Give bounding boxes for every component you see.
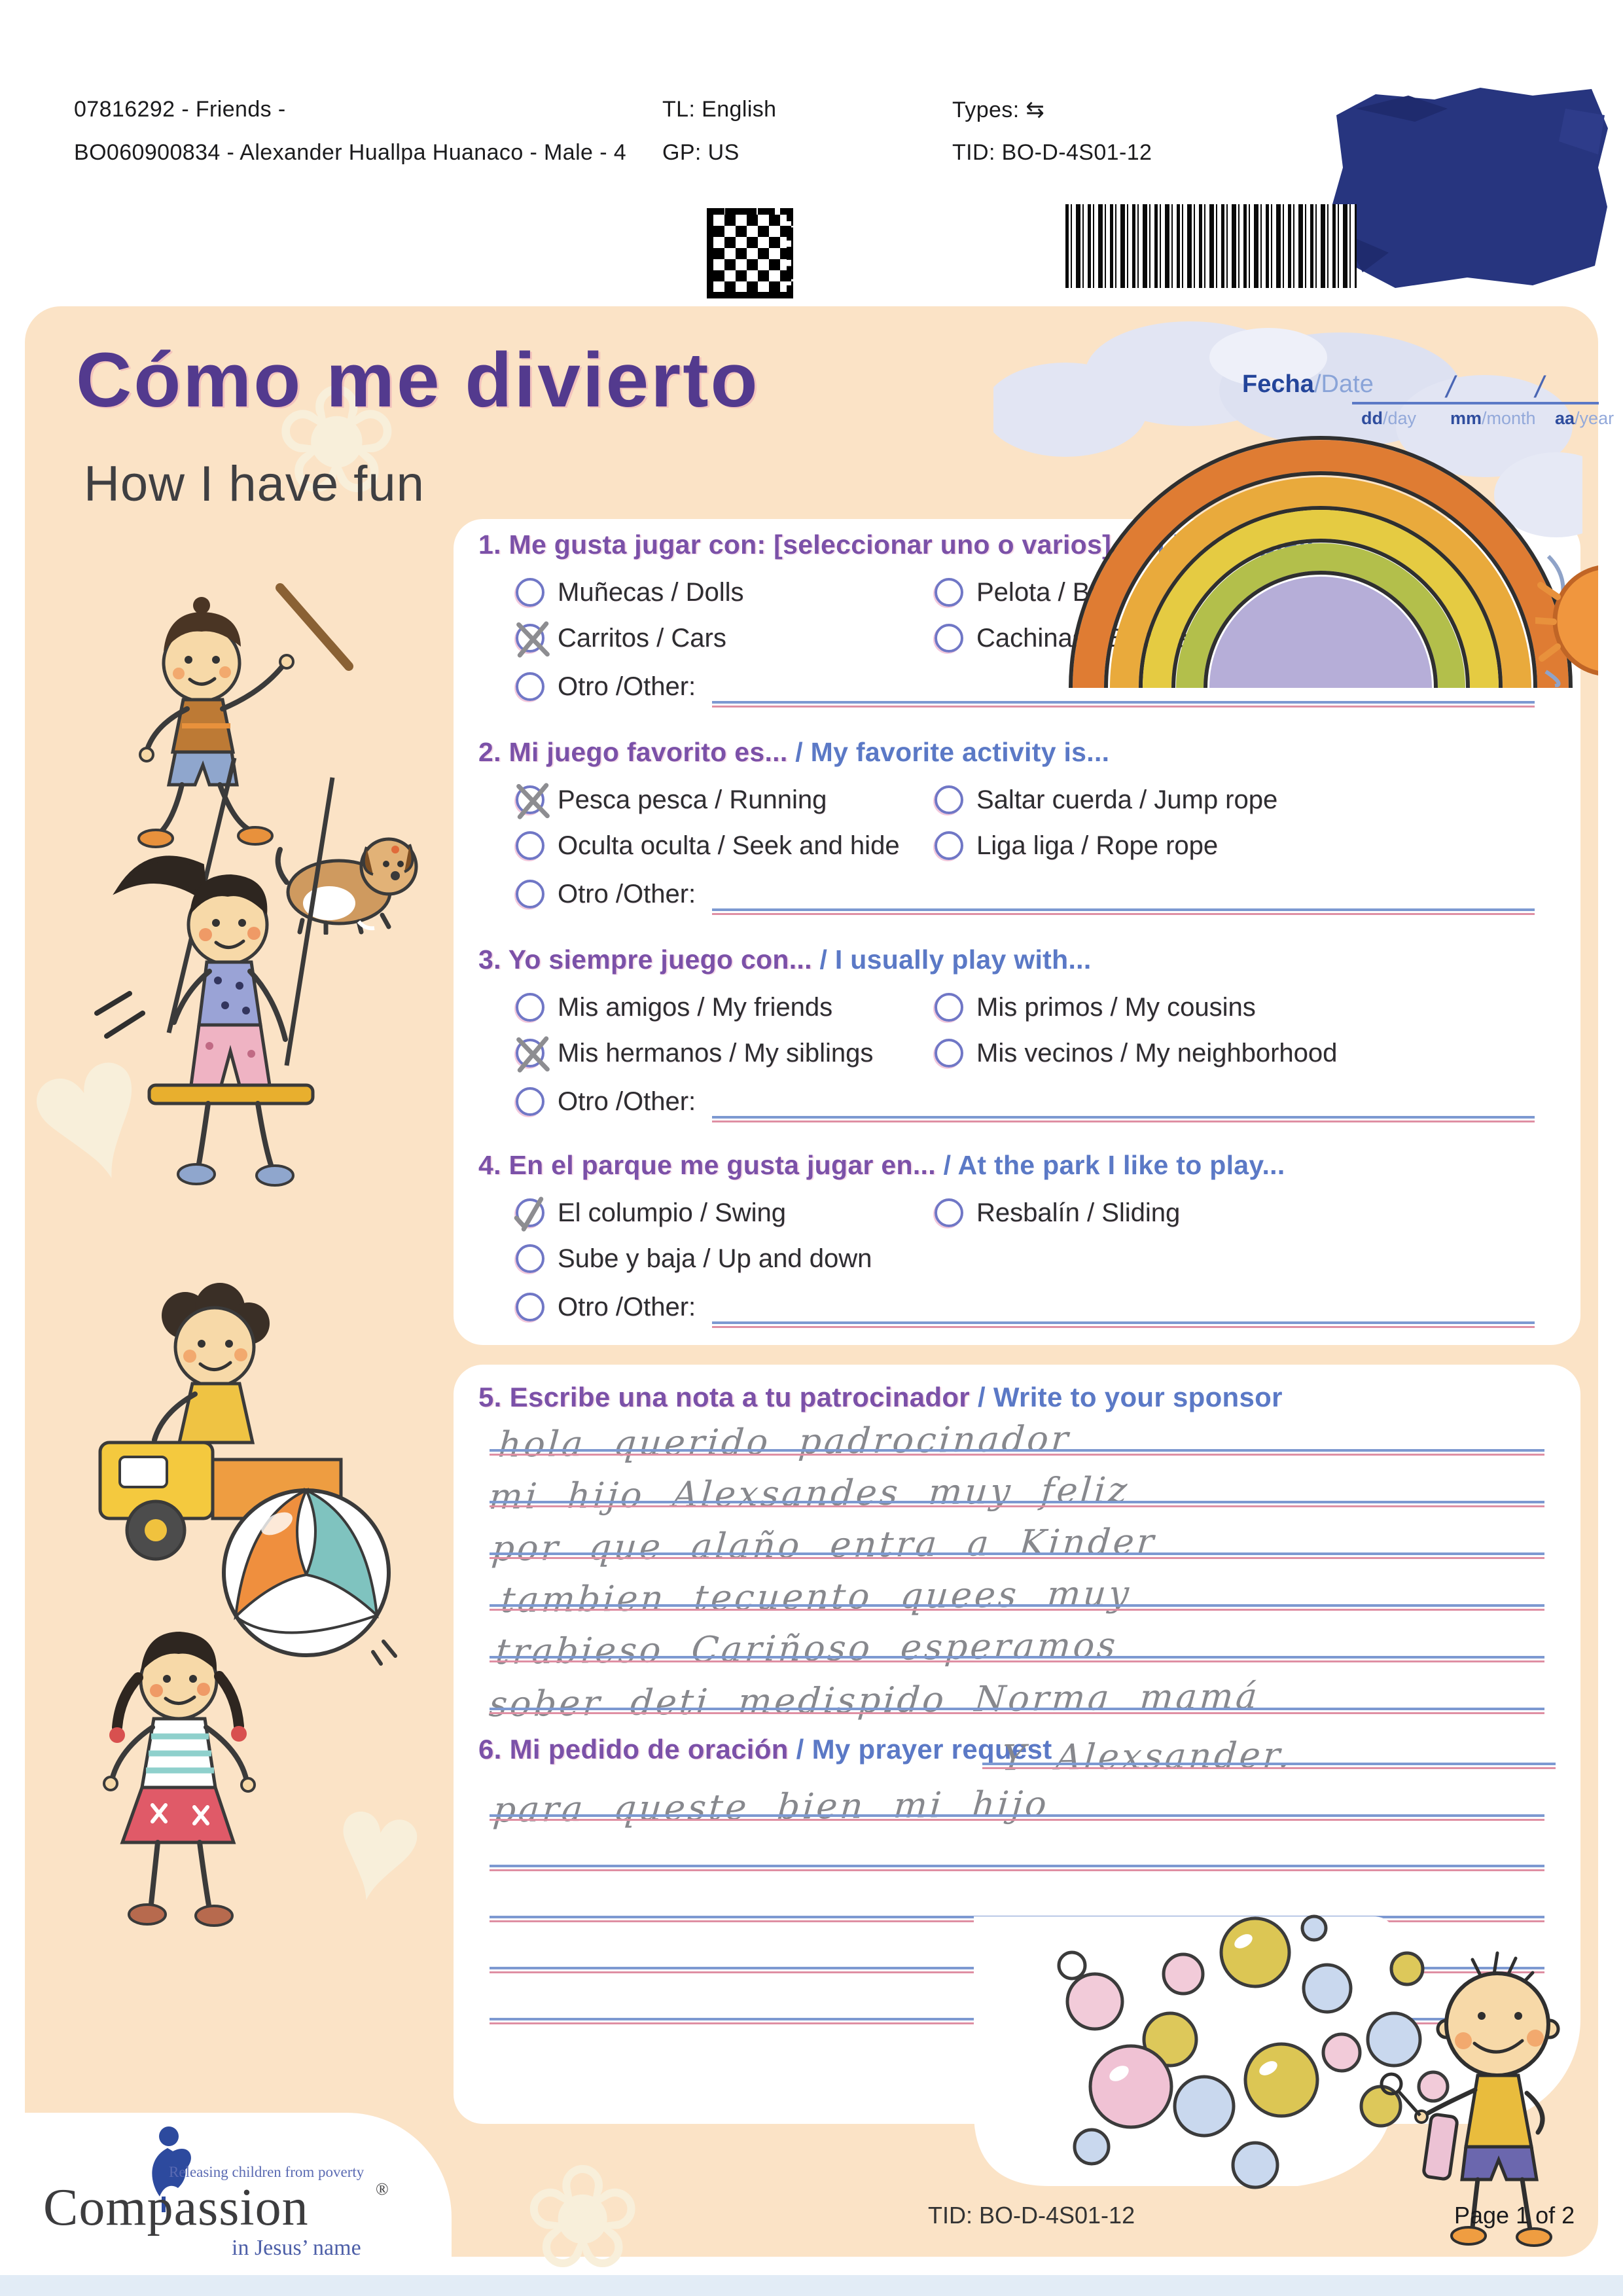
question-number: 4. <box>478 1150 501 1180</box>
sponsor-note-lines <box>488 1404 1544 1725</box>
date-label-spanish: Fecha <box>1242 370 1314 398</box>
child-reference-line1: 07816292 - Friends - <box>74 97 286 122</box>
section-5-title-es: Escribe una nota a tu patrocinador <box>509 1382 970 1412</box>
date-sublabel-day <box>1361 408 1416 429</box>
radio-circle <box>516 1198 544 1227</box>
question-number: 2. <box>478 737 501 767</box>
girl-with-braids-illustration <box>54 1599 296 1965</box>
note-line <box>488 1456 1544 1518</box>
question-number: 5. <box>478 1382 502 1412</box>
handwriting: Y Alexsander. <box>1000 1734 1294 1779</box>
global-partner: GP: US <box>662 140 740 165</box>
option-label: Oculta oculta / Seek and hide <box>558 831 900 860</box>
radio-circle <box>935 1198 963 1227</box>
mm-label: mm <box>1450 408 1482 428</box>
option-label: Otro /Other: <box>558 1087 696 1116</box>
datamatrix-code <box>707 208 793 298</box>
question-text-es: Mi juego favorito es... <box>508 737 788 767</box>
option-label: El columpio / Swing <box>558 1198 787 1227</box>
date-sublabel-year <box>1555 408 1614 429</box>
month-label: /month <box>1482 408 1536 428</box>
target-language: TL: English <box>662 97 777 122</box>
question-2 <box>454 737 1580 933</box>
writing-line <box>490 1604 1544 1611</box>
handwriting: para queste bien mi hijo <box>491 1783 1051 1831</box>
option-label: Carritos / Cars <box>558 624 726 653</box>
radio-circle <box>516 880 544 908</box>
option-label: Resbalín / Sliding <box>976 1198 1181 1227</box>
pencil-check-mark <box>513 1192 555 1234</box>
aa-label: aa <box>1555 408 1575 428</box>
radio-circle <box>516 578 544 607</box>
note-line <box>488 1662 1544 1725</box>
form-title-spanish: Cómo me divierto <box>76 337 760 423</box>
section-6-title-en: / My prayer request <box>796 1734 1052 1765</box>
question-number: 1. <box>478 529 501 560</box>
writing-line <box>490 1865 1544 1871</box>
radio-circle <box>935 785 963 814</box>
day-label: /day <box>1383 408 1417 428</box>
heart-doodle <box>318 1765 437 1930</box>
pencil-x-mark <box>514 620 552 658</box>
option-label: Pelota / Ball <box>976 578 1116 607</box>
radio-circle <box>935 578 963 607</box>
question-4-heading <box>478 1150 1285 1181</box>
handwriting: mi hijo Alexsandes muy feliz <box>488 1469 1132 1518</box>
question-text-en: / I usually play with... <box>819 944 1092 975</box>
date-field <box>1242 352 1614 440</box>
section-6-heading <box>478 1734 1052 1765</box>
other-write-line <box>712 1321 1535 1328</box>
radio-circle <box>516 1244 544 1273</box>
question-number: 3. <box>478 944 501 975</box>
question-text-es: Yo siempre juego con... <box>508 944 812 975</box>
scan-edge-strip <box>0 2275 1623 2296</box>
date-slash: / <box>1535 370 1544 404</box>
section-6-title-es: Mi pedido de oración <box>509 1734 789 1765</box>
date-sublabel-month <box>1450 408 1536 429</box>
writing-line <box>490 1501 1544 1507</box>
option-otro <box>516 878 1535 918</box>
logo-wordmark: Compassion <box>43 2179 309 2236</box>
option-label: Liga liga / Rope rope <box>976 831 1219 860</box>
question-2-heading <box>478 737 1109 768</box>
logo-subline: in Jesus’ name <box>232 2236 361 2260</box>
question-text-en: / My favorite activity is... <box>795 737 1110 767</box>
option-label: Mis vecinos / My neighborhood <box>976 1039 1338 1067</box>
pencil-x-mark <box>514 782 552 820</box>
other-write-line <box>712 701 1535 708</box>
note-line <box>490 1611 1544 1672</box>
writing-line <box>982 1763 1556 1769</box>
types-label: Types: ⇆ <box>952 98 1045 122</box>
blue-marker-scribble <box>1317 69 1613 297</box>
note-line <box>490 1559 1544 1621</box>
question-text-es: En el parque me gusta jugar en... <box>508 1150 936 1180</box>
radio-circle <box>935 624 963 653</box>
other-write-line <box>712 1116 1535 1122</box>
sun-illustration <box>1535 537 1598 687</box>
writing-line <box>490 1708 1544 1714</box>
registered-mark: ® <box>376 2179 389 2198</box>
question-4 <box>454 1150 1580 1345</box>
option-label: Muñecas / Dolls <box>558 578 744 607</box>
date-write-line <box>1352 381 1599 404</box>
radio-circle <box>935 1039 963 1067</box>
question-text-en: / I like to play... <box>1141 529 1335 560</box>
radio-circle <box>516 785 544 814</box>
question-3 <box>454 944 1580 1141</box>
option-otro <box>516 1086 1535 1125</box>
option-label: Sube y baja / Up and down <box>558 1244 872 1273</box>
handwriting: por que alaño entra a Kinder <box>490 1520 1158 1570</box>
question-text-en: / At the park I like to play... <box>943 1150 1285 1180</box>
option-label: Otro /Other: <box>558 880 696 908</box>
radio-circle <box>516 672 544 701</box>
writing-line <box>490 1449 1544 1456</box>
radio-circle <box>935 993 963 1022</box>
option-label: Otro /Other: <box>558 672 696 701</box>
page-number: Page 1 of 2 <box>1454 2202 1575 2229</box>
question-number: 6. <box>478 1734 502 1765</box>
option-label: Cachinas / Bubbles <box>976 624 1202 653</box>
pencil-x-mark <box>514 1035 552 1073</box>
question-text-es: Me gusta jugar con: [seleccionar uno o varios]... <box>508 529 1135 560</box>
handwriting: sober deti medispido Norma mamá <box>488 1675 1262 1725</box>
dd-label: dd <box>1361 408 1383 428</box>
questionnaire-form <box>25 306 1614 2257</box>
section-5-title-en: / Write to your sponsor <box>977 1382 1283 1412</box>
footer-template-id: TID: BO-D-4S01-12 <box>928 2202 1135 2229</box>
other-write-line <box>712 908 1535 915</box>
girl-on-swing-illustration <box>71 758 346 1236</box>
option-otro <box>516 1291 1535 1331</box>
prayer-line <box>490 1769 1544 1831</box>
radio-circle <box>516 1293 544 1321</box>
handwriting: hola querido padrocinador <box>497 1418 1073 1465</box>
template-id: TID: BO-D-4S01-12 <box>952 140 1152 165</box>
question-3-heading <box>478 944 1092 975</box>
writing-line <box>490 1656 1544 1662</box>
option-label: Otro /Other: <box>558 1293 696 1321</box>
writing-line <box>490 1814 1544 1821</box>
option-label: Mis primos / My cousins <box>976 993 1256 1022</box>
compassion-logo <box>41 2123 407 2274</box>
option-label: Mis hermanos / My siblings <box>558 1039 874 1067</box>
child-reference-line2: BO060900834 - Alexander Huallpa Huanaco - Male - 4 <box>74 140 627 165</box>
radio-circle <box>516 1087 544 1116</box>
writing-line <box>490 1552 1544 1559</box>
handwriting: tambien tecuento quees muy <box>499 1572 1133 1621</box>
note-line <box>490 1404 1544 1465</box>
option-label: Saltar cuerda / Jump rope <box>976 785 1278 814</box>
year-label: /year <box>1575 408 1614 428</box>
barcode <box>1065 204 1357 288</box>
radio-circle <box>516 831 544 860</box>
note-line <box>490 1507 1544 1570</box>
radio-circle <box>935 831 963 860</box>
date-label-english: /Date <box>1314 370 1374 398</box>
date-slash: / <box>1446 370 1455 404</box>
section-6-row <box>478 1718 1556 1779</box>
logo-tagline: Releasing children from poverty <box>169 2164 365 2180</box>
handwriting: trabieso Cariñoso esperamos <box>494 1624 1120 1672</box>
option-label: Pesca pesca / Running <box>558 785 827 814</box>
option-label: Mis amigos / My friends <box>558 993 833 1022</box>
radio-circle <box>516 624 544 653</box>
flower-doodle <box>522 2145 643 2289</box>
radio-circle <box>516 993 544 1022</box>
form-title-english: How I have fun <box>84 456 425 512</box>
radio-circle <box>516 1039 544 1067</box>
